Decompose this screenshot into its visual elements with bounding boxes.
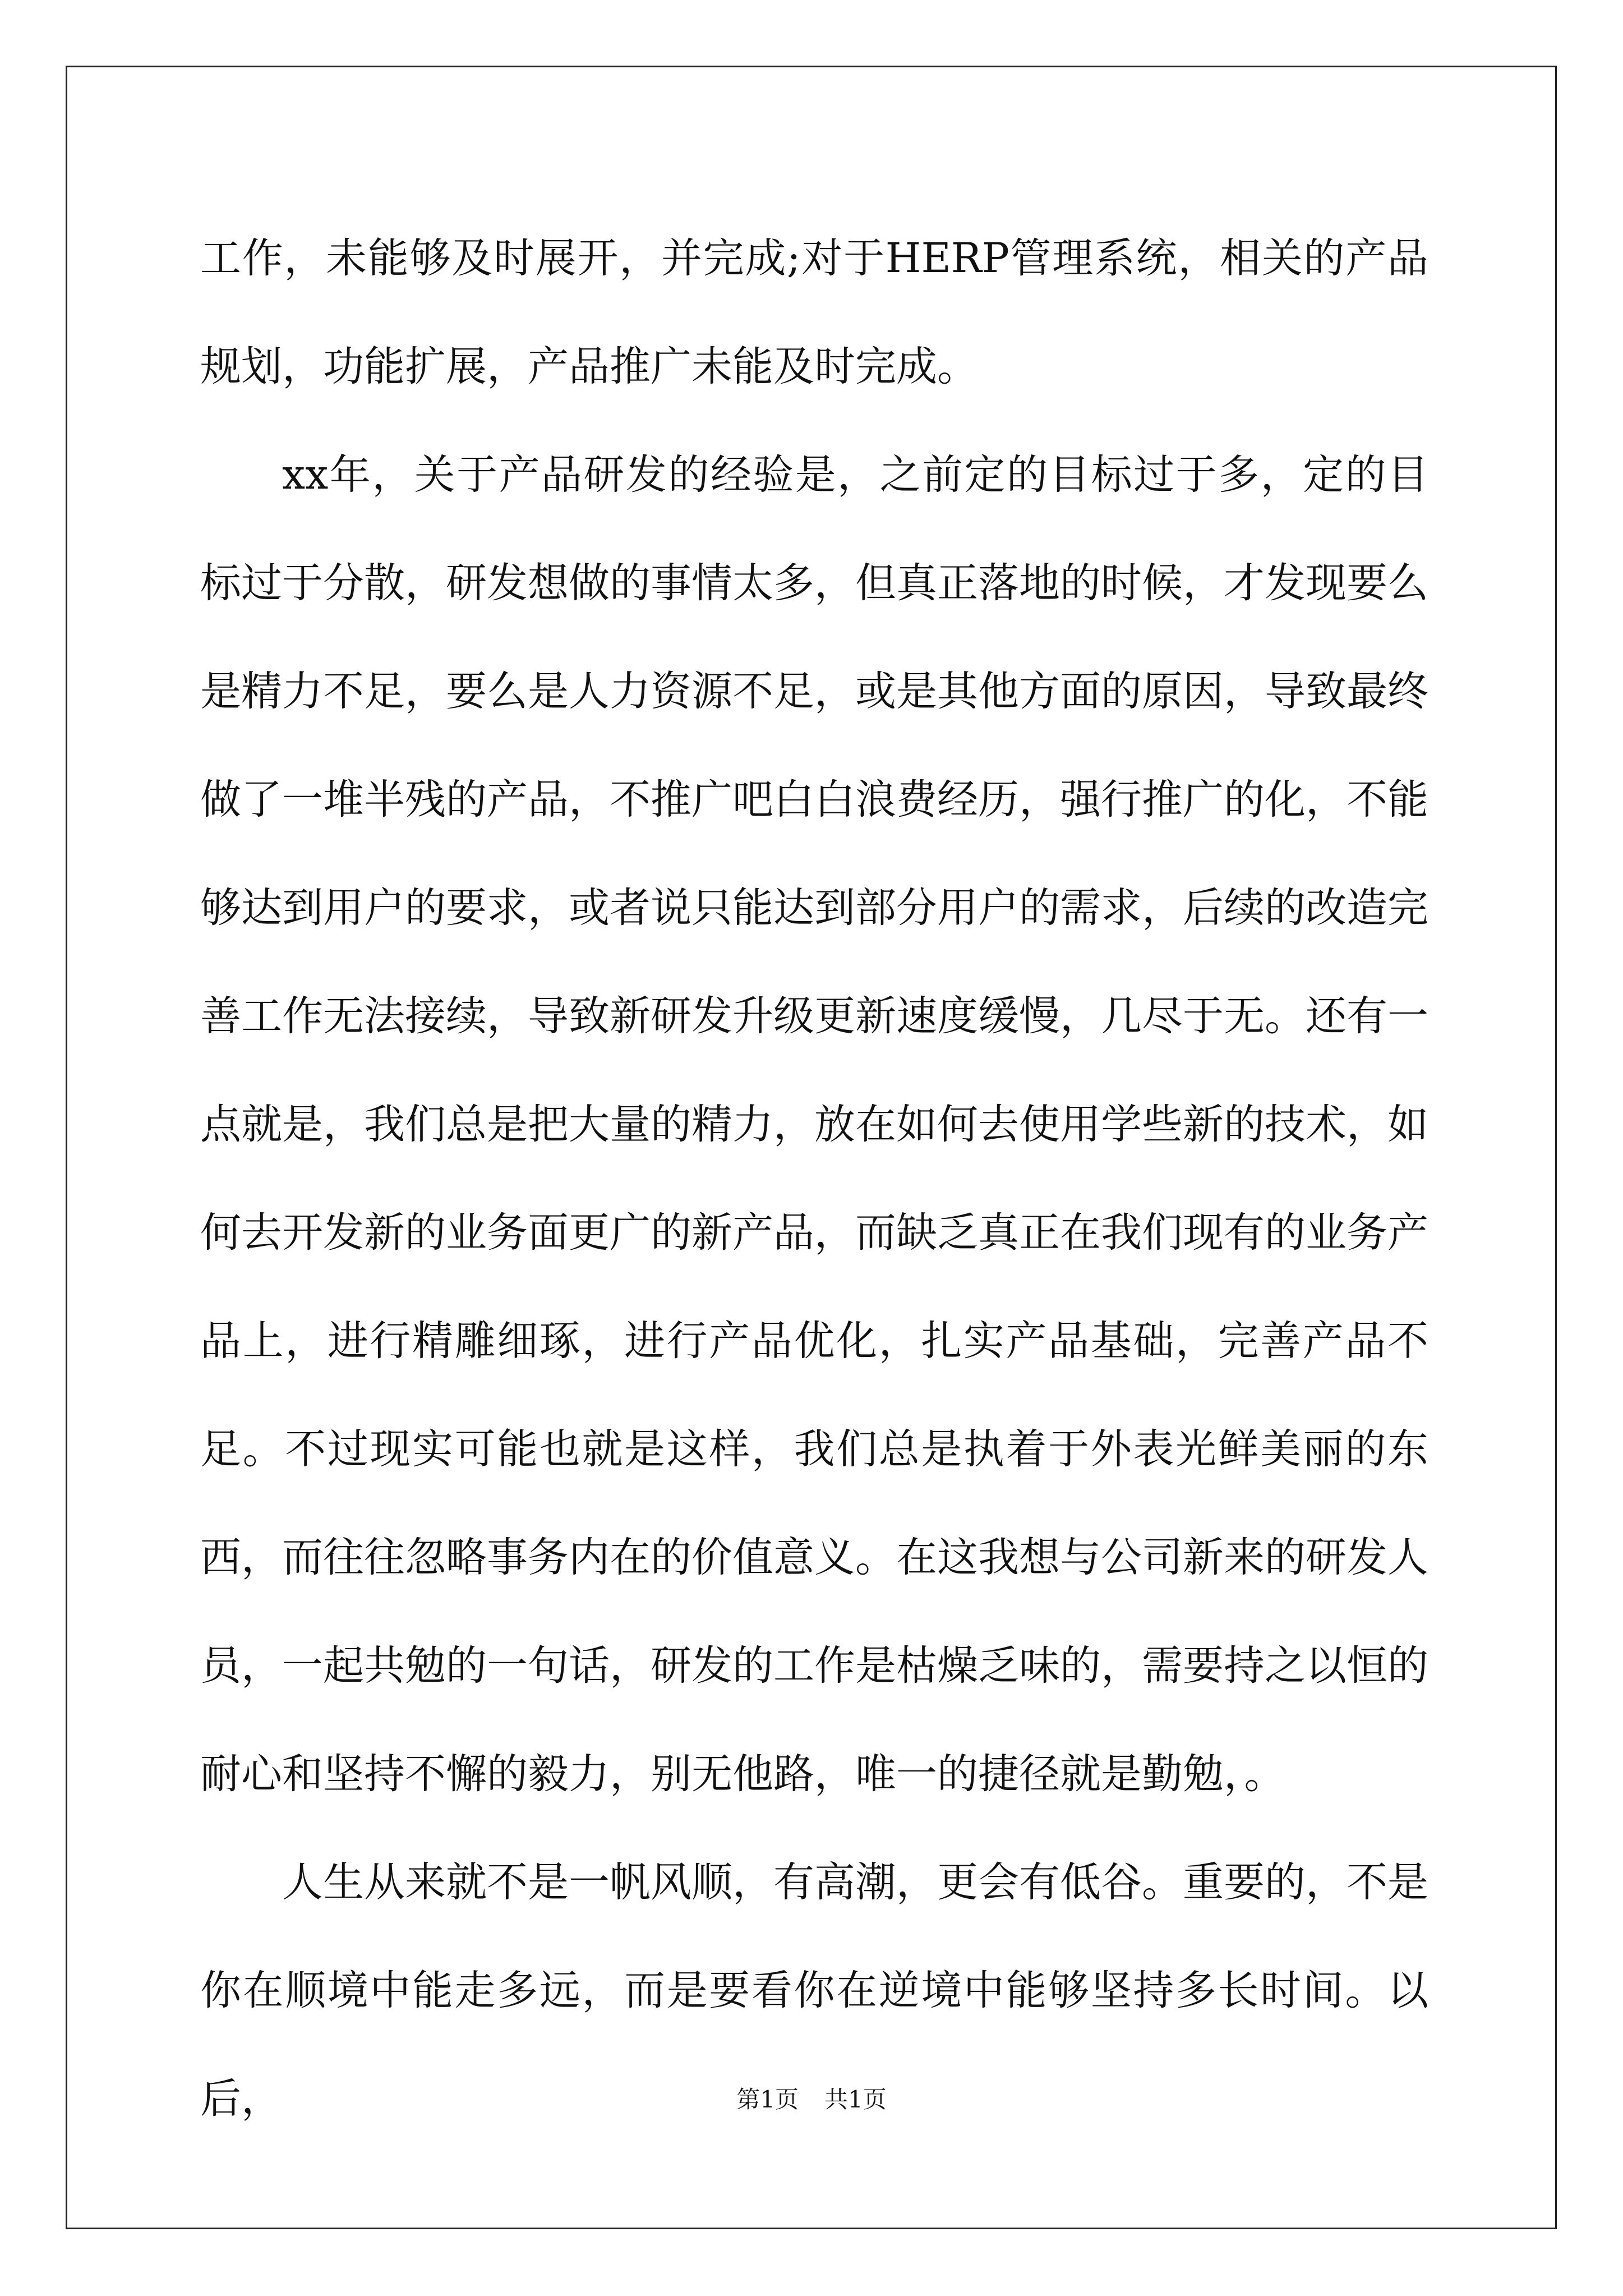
page-number: 第1页 [736,2086,799,2113]
document-body [200,204,1428,2153]
paragraph-1: 工作，未能够及时展开，并完成;对于HERP管理系统，相关的产品规划，功能扩展，产品推广未能及时完成。 [200,234,1428,390]
paragraph-2: xx年，关于产品研发的经验是，之前定的目标过于多，定的目标过于分散，研发想做的事情太多，但真正落地的时候，才发现要么是精力不足，要么是人力资源不足，或是其他方面的原因，导致最终做了一堆半残的产品，不推广吧白白浪费经历，强行推广的化，不能够达到用户的要求，或者说只能达到部分用户的需求，后续的改造完善工作无法接续，导致新研发升级更新速度缓慢，几尽于无。还有一点就是，我们总是把大量的精力，放在如何去使用学些新的技术，如何去开发新的业务面更广的新产品，而缺乏真正在我们现有的业务产品上，进行精雕细琢，进行产品优化，扎实产品基础，完善产品不足。不过现实可能也就是这样，我们总是执着于外表光鲜美丽的东西，而往往忽略事务内在的价值意义。在这我想与公司新来的研发人员，一起共勉的一句话，研发的工作是枯燥乏味的，需要持之以恒的耐心和坚持不懈的毅力，别无他路，唯一的捷径就是勤勉，。 [200,451,1428,1798]
paragraph-3: 人生从来就不是一帆风顺，有高潮，更会有低谷。重要的，不是你在顺境中能走多远，而是要看你在逆境中能够坚持多长时间。以后， [200,1858,1428,2123]
page-footer [0,2081,1623,2115]
total-pages: 共1页 [824,2086,887,2113]
